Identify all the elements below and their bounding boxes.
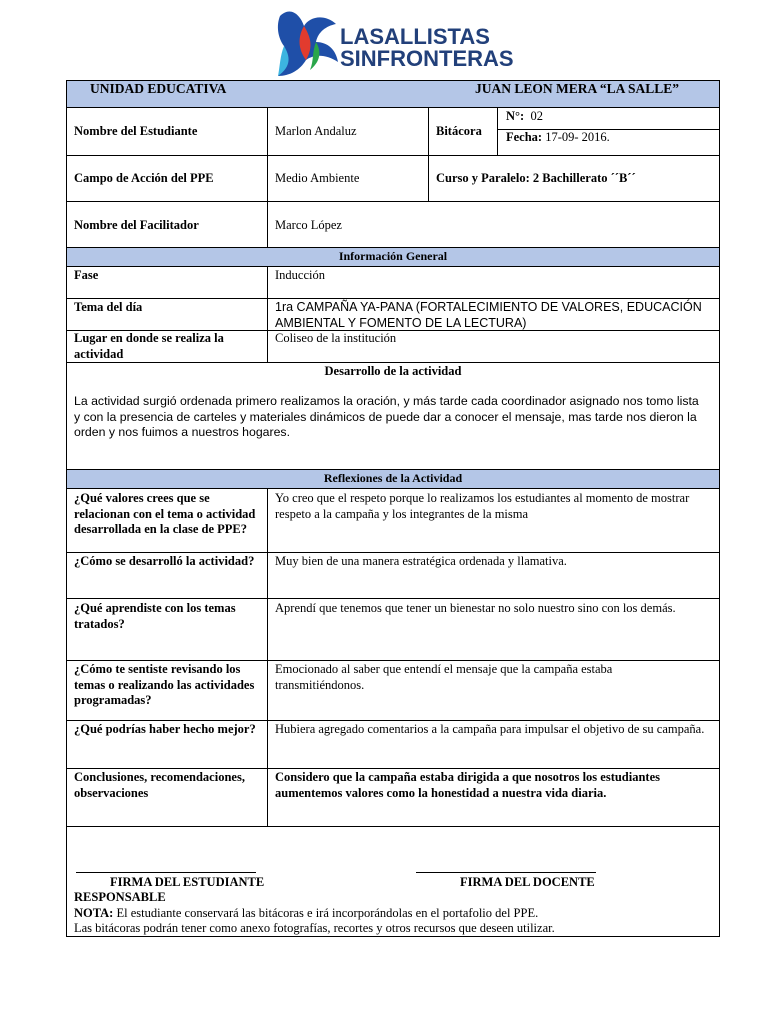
logo-line-2: SINFRONTERAS <box>340 46 514 71</box>
campo-label: Campo de Acción del PPE <box>74 171 214 185</box>
bitacora-number: N°: 02 <box>506 109 543 123</box>
desarrollo-title: Desarrollo de la actividad <box>324 364 462 378</box>
tema-label: Tema del día <box>74 300 143 314</box>
facilitador-label: Nombre del Facilitador <box>74 218 199 232</box>
answer-6: Considero que la campaña estaba dirigida a que nosotros los estudiantes aumentemos valores como la honestidad a nuestra vida diaria. <box>275 770 661 800</box>
answer-5: Hubiera agregado comentarios a la campaña para impulsar el objetivo de su campaña. <box>275 722 705 736</box>
lugar-value: Coliseo de la institución <box>275 331 397 345</box>
answer-2: Muy bien de una manera estratégica ordenada y llamativa. <box>275 554 567 568</box>
answer-3: Aprendí que tenemos que tener un bienestar no solo nuestro sino con los demás. <box>275 601 676 615</box>
student-label: Nombre del Estudiante <box>74 124 198 138</box>
question-3: ¿Qué aprendiste con los temas tratados? <box>74 601 236 631</box>
fase-value: Inducción <box>275 268 325 282</box>
nota-line: NOTA: El estudiante conservará las bitácoras e irá incorporándolas en el portafolio del PPE. <box>74 906 539 920</box>
bird-logo-icon <box>270 6 350 80</box>
student-value: Marlon Andaluz <box>275 124 357 138</box>
info-general-title: Información General <box>338 249 448 263</box>
question-2: ¿Cómo se desarrolló la actividad? <box>74 554 255 568</box>
logo-line-1: LASALLISTAS <box>340 24 490 49</box>
answer-1: Yo creo que el respeto porque lo realizamos los estudiantes al momento de mostrar respeto a la campaña y los integrantes de la misma <box>275 491 690 521</box>
logo-wordmark <box>340 26 514 70</box>
tema-value: 1ra CAMPAÑA YA-PANA (FORTALECIMIENTO DE VALORES, EDUCACIÓN AMBIENTAL Y FOMENTO DE LA LECTURA) <box>275 300 702 330</box>
curso-paralelo: Curso y Paralelo: 2 Bachillerato ´´B´´ <box>436 171 636 185</box>
campo-value: Medio Ambiente <box>275 171 360 185</box>
question-1: ¿Qué valores crees que se relacionan con el tema o actividad desarrollada en la clase de PPE? <box>74 491 256 536</box>
header-left: UNIDAD EDUCATIVA <box>90 81 227 96</box>
question-4: ¿Cómo te sentiste revisando los temas o realizando las actividades programadas? <box>74 662 255 707</box>
bitacora-label: Bitácora <box>436 124 482 138</box>
question-6: Conclusiones, recomendaciones, observaciones <box>74 770 245 800</box>
bitacora-date: Fecha: 17-09- 2016. <box>506 130 610 144</box>
header-right: JUAN LEON MERA “LA SALLE” <box>475 81 680 96</box>
reflexiones-title: Reflexiones de la Actividad <box>323 471 463 485</box>
lugar-label: Lugar en donde se realiza la actividad <box>74 331 224 361</box>
answer-4: Emocionado al saber que entendí el mensaje que la campaña estaba transmitiéndonos. <box>275 662 613 692</box>
firma-docente: FIRMA DEL DOCENTE <box>460 875 595 889</box>
firma-responsable: RESPONSABLE <box>74 890 166 904</box>
facilitador-value: Marco López <box>275 218 342 232</box>
desarrollo-text: La actividad surgió ordenada primero realizamos la oración, y más tarde cada coordinador asignado nos tomo lista y con la presencia de carteles y materiales dinámicos de puede dar a conocer el mensaje, mas tarde nos dieron la orden y nos fuimos a nuestros hogares. <box>74 394 699 439</box>
question-5: ¿Qué podrías haber hecho mejor? <box>74 722 256 736</box>
firma-estudiante: FIRMA DEL ESTUDIANTE <box>110 875 265 889</box>
fase-label: Fase <box>74 268 99 282</box>
nota-line-2: Las bitácoras podrán tener como anexo fotografías, recortes y otros recursos que deseen utilizar. <box>74 921 555 935</box>
